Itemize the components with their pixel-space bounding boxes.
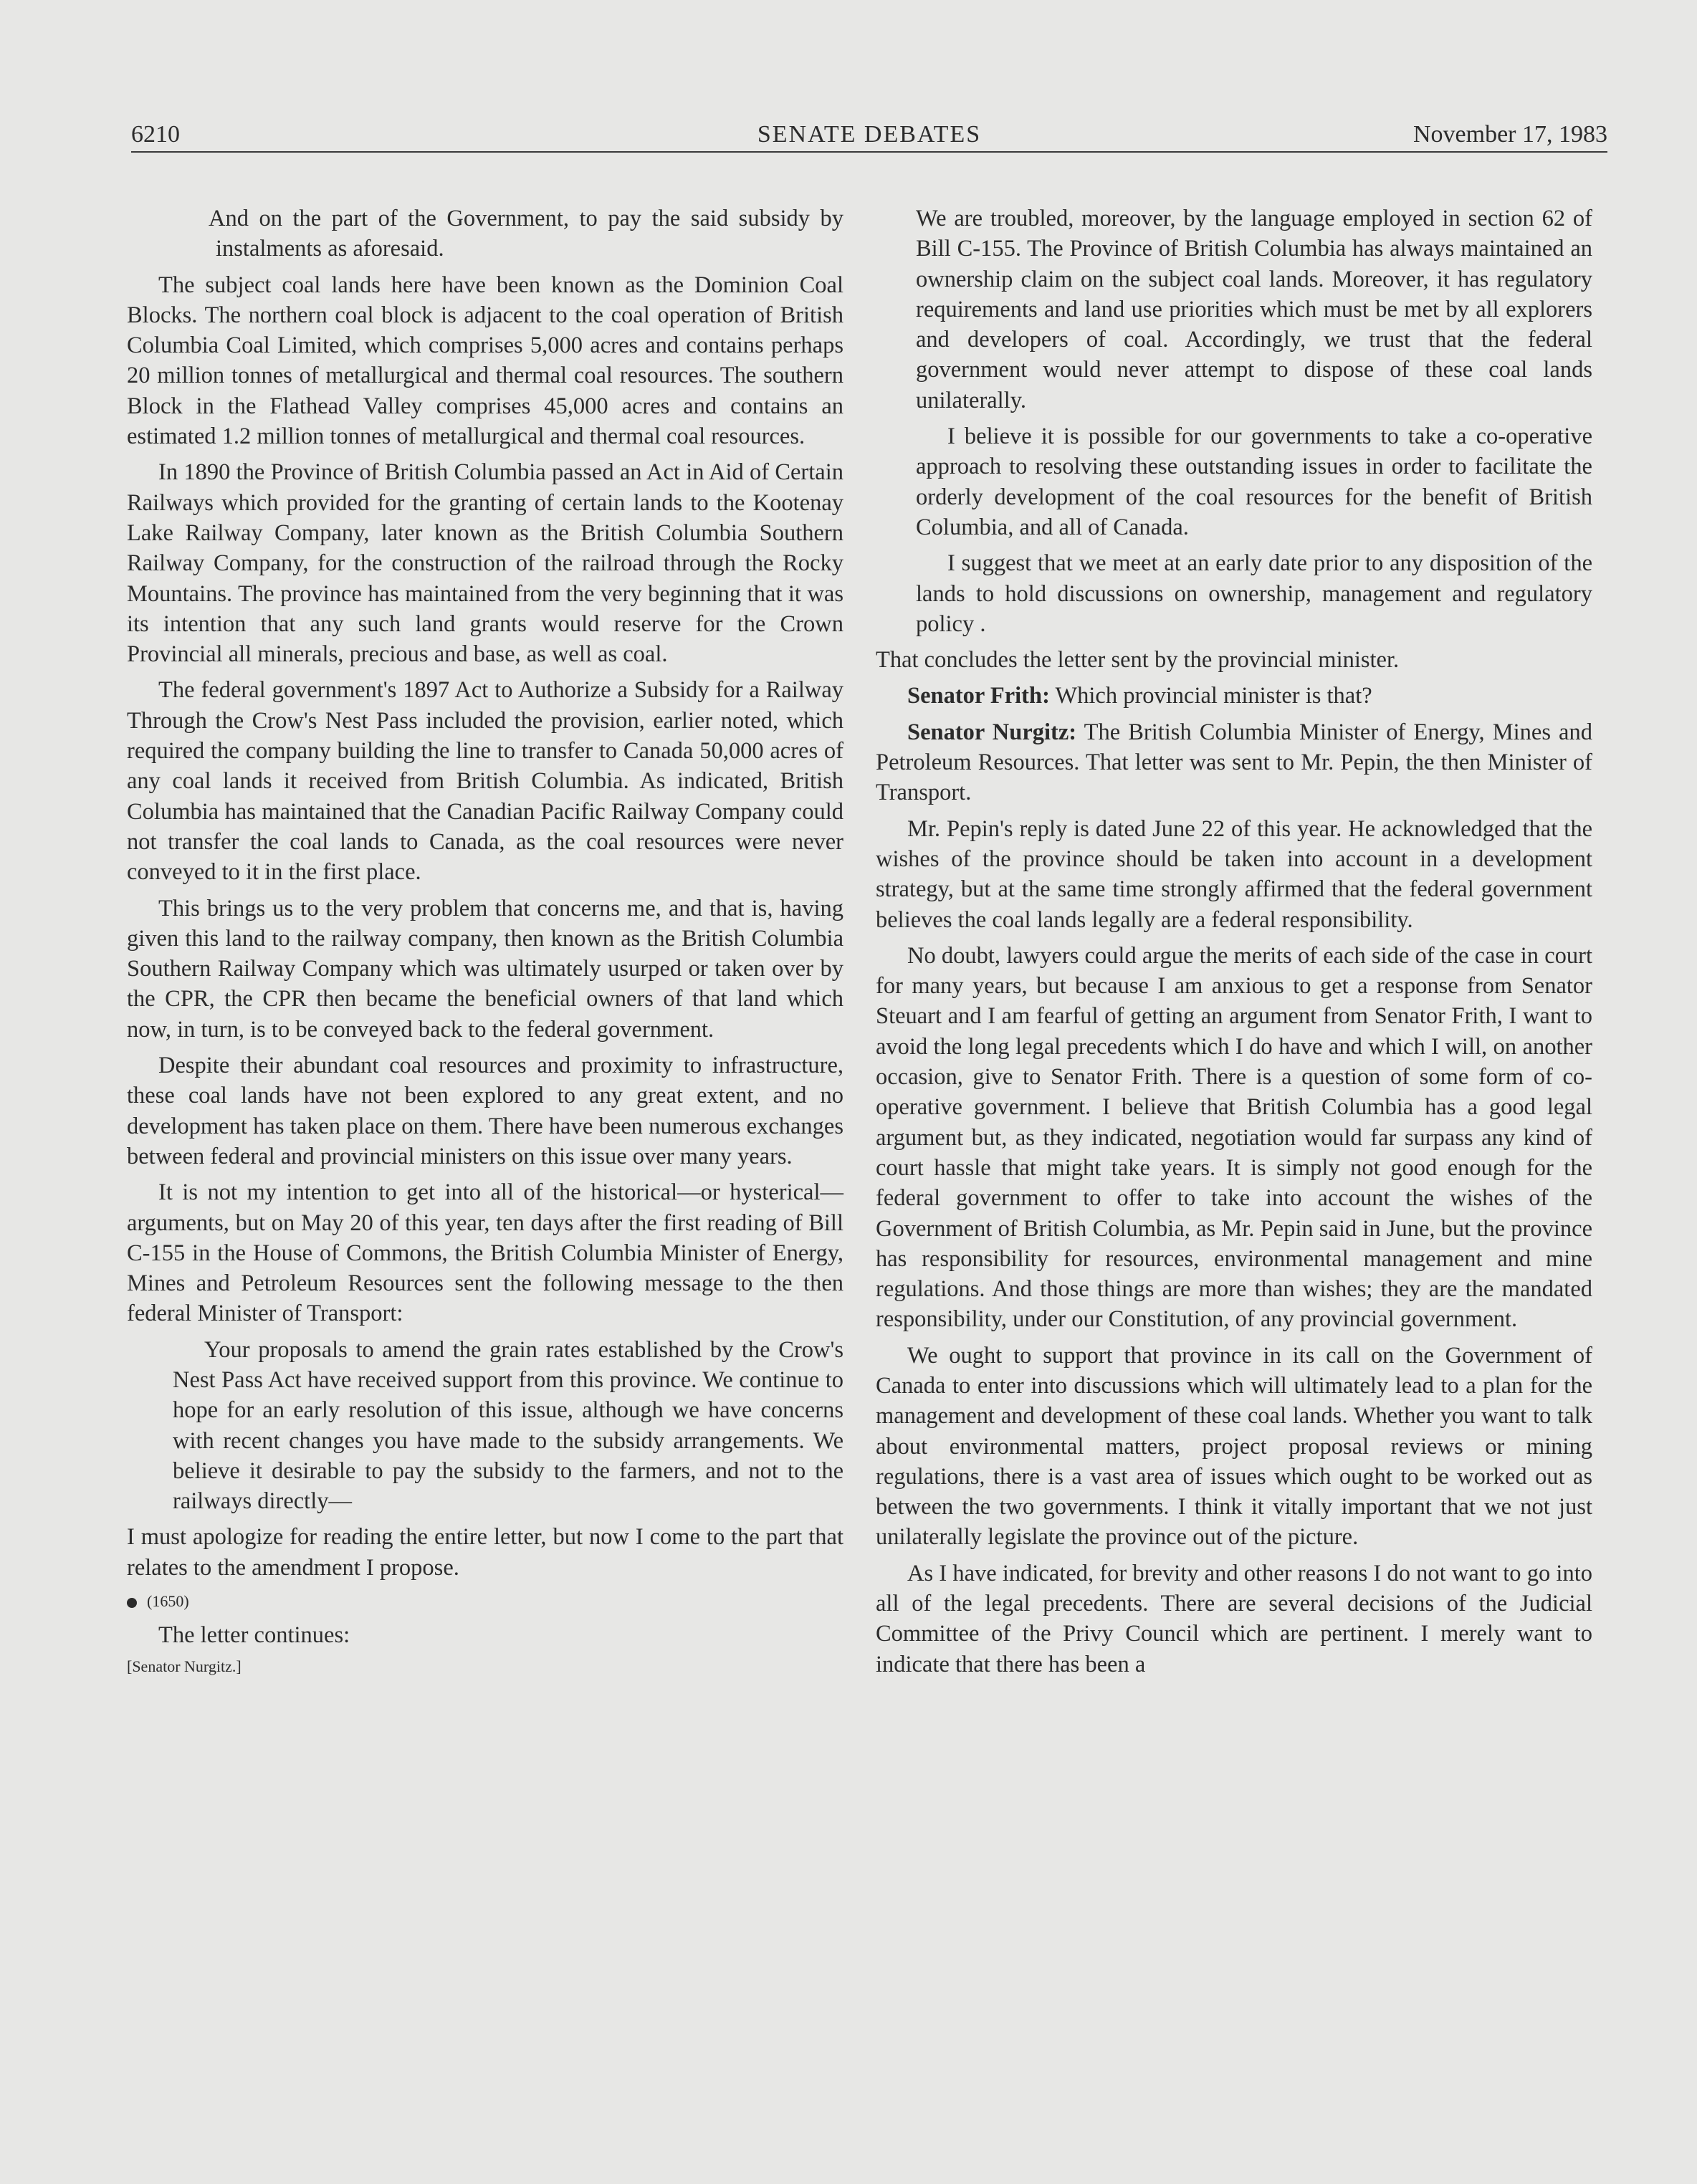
block-quote: Your proposals to amend the grain rates established by the Crow's Nest Pass Act have received support from this province. We continue to hope for an early resolution of this issue, although we have concerns with recent changes you have made to the subsidy arrangements. We believe it desirable to pay the subsidy to the farmers, and not to the railways directly—: [173, 1336, 843, 1515]
left-column: [127, 203, 843, 1683]
time-marker: [127, 1589, 843, 1614]
paragraph: That concludes the letter sent by the provincial minister.: [876, 647, 1400, 674]
speaker-paragraph: [876, 717, 1592, 808]
letter-quote: We are troubled, moreover, by the language employed in section 62 of Bill C-155. The Province of British Columbia has always maintained an ownership claim on the subject coal lands. Moreover, it has regulatory requirements and land use priorities which must be met by all explorers and developers of coal. Accordingly, we trust that the federal government would never attempt to dispose of these coal lands unilaterally.: [916, 206, 1592, 413]
publication-title: SENATE DEBATES: [757, 121, 982, 148]
header-rule: [131, 151, 1607, 153]
speaker-name: Senator Frith:: [907, 683, 1050, 709]
paragraph: I must apologize for reading the entire letter, but now I come to the part that relates to the amendment I propose.: [127, 1524, 843, 1581]
page-number: 6210: [131, 121, 180, 148]
speaker-paragraph: [876, 681, 1592, 711]
paragraph: Despite their abundant coal resources and proximity to infrastructure, these coal lands have not been explored to any great extent, and no development has taken place on them. There have been numerous exchanges between federal and provincial ministers on this issue over many years.: [127, 1053, 843, 1169]
page-header: [131, 118, 1607, 153]
paragraph: The letter continues:: [158, 1622, 350, 1649]
bullet-icon: [127, 1598, 137, 1608]
speaker-note: [Senator Nurgitz.]: [127, 1657, 242, 1676]
paragraph: No doubt, lawyers could argue the merits of each side of the case in court for many years, but because I am anxious to get a response from Senator Steuart and I am fearful of getting an argument from Senator Frith, I want to avoid the long legal precedents which I do have and which I will, on another occasion, give to Senator Frith. There is a question of some form of co-operative government. I believe that British Columbia has a good legal argument but, as they indicated, negotiation would far surpass any kind of court hassle that might take years. It is simply not good enough for the federal government to offer to take into account the wishes of the Government of British Columbia, as Mr. Pepin said in June, but the province has responsibility for resources, environmental management and mine regulations. And those things are more than wishes; they are the mandated responsibility, under our Constitution, of any provincial government.: [876, 942, 1592, 1333]
letter-quote: I believe it is possible for our governments to take a co-operative approach to resolving these outstanding issues in order to facilitate the orderly development of the coal resources for the benefit of British Columbia, and all of Canada.: [916, 423, 1592, 540]
paragraph: The federal government's 1897 Act to Authorize a Subsidy for a Railway Through the Crow's Nest Pass included the provision, earlier noted, which required the company building the line to transfer to Canada 50,000 acres of any coal lands it received from British Columbia. As indicated, British Columbia has maintained that the Canadian Pacific Railway Company could not transfer the coal lands to Canada, as the coal resources were never conveyed to it in the first place.: [127, 677, 843, 886]
paragraph: The subject coal lands here have been known as the Dominion Coal Blocks. The northern coal block is adjacent to the coal operation of British Columbia Coal Limited, which comprises 5,000 acres and contains perhaps 20 million tonnes of metallurgical and thermal coal resources. The southern Block in the Flathead Valley comprises 45,000 acres and contains an estimated 1.2 million tonnes of metallurgical and thermal coal resources.: [127, 272, 843, 450]
paragraph: This brings us to the very problem that concerns me, and that is, having given this land to the railway company, then known as the British Columbia Southern Railway Company which was ultimately usurped or taken over by the CPR, the CPR then became the beneficial owners of that land which now, in turn, is to be conveyed back to the federal government.: [127, 895, 843, 1043]
right-column: [876, 203, 1592, 1685]
publication-date: November 17, 1983: [1412, 121, 1607, 148]
paragraph: In 1890 the Province of British Columbia passed an Act in Aid of Certain Railways which provided for the granting of certain lands to the Kootenay Lake Railway Company, later known as the British Columbia Southern Railway Company, for the construction of the railroad through the Rocky Mountains. The province has maintained from the very beginning that it was its intention that any such land grants would reserve for the Crown Provincial all minerals, precious and base, as well as coal.: [127, 459, 843, 668]
paragraph: As I have indicated, for brevity and other reasons I do not want to go into all of the legal precedents. There are several decisions of the Judicial Committee of the Privy Council which are pertinent. I merely want to indicate that there has been a: [876, 1560, 1592, 1677]
paragraph: We ought to support that province in its call on the Government of Canada to enter into discussions which will ultimately lead to a plan for the management and development of these coal lands. Whether you want to talk about environmental matters, project proposal reviews or mining regulations, there is a vast area of issues which ought to be worked out as between the two governments. I think it vitally important that we not just unilaterally legislate the province out of the picture.: [876, 1342, 1592, 1551]
paragraph: Mr. Pepin's reply is dated June 22 of this year. He acknowledged that the wishes of the province should be taken into account in a development strategy, but at the same time strongly affirmed that the federal government believes the coal lands legally are a federal responsibility.: [876, 815, 1592, 933]
speaker-name: Senator Nurgitz:: [907, 719, 1077, 745]
speaker-text: The British Columbia Minister of Energy, Mines and Petroleum Resources. That letter was sent to Mr. Pepin, the then Minister of Transport.: [876, 719, 1592, 806]
quoted-act-ending: And on the part of the Government, to pay the said subsidy by instalments as aforesaid.: [209, 206, 843, 262]
speaker-text: Which provincial minister is that?: [1055, 683, 1372, 709]
time-marker-text: (1650): [147, 1592, 189, 1611]
letter-quote: I suggest that we meet at an early date prior to any disposition of the lands to hold discussions on ownership, management and regulatory policy .: [916, 550, 1592, 637]
paragraph: It is not my intention to get into all of the historical—or hysterical—arguments, but on May 20 of this year, ten days after the first reading of Bill C-155 in the House of Commons, the British Columbia Minister of Energy, Mines and Petroleum Resources sent the following message to the then federal Minister of Transport:: [127, 1179, 843, 1327]
